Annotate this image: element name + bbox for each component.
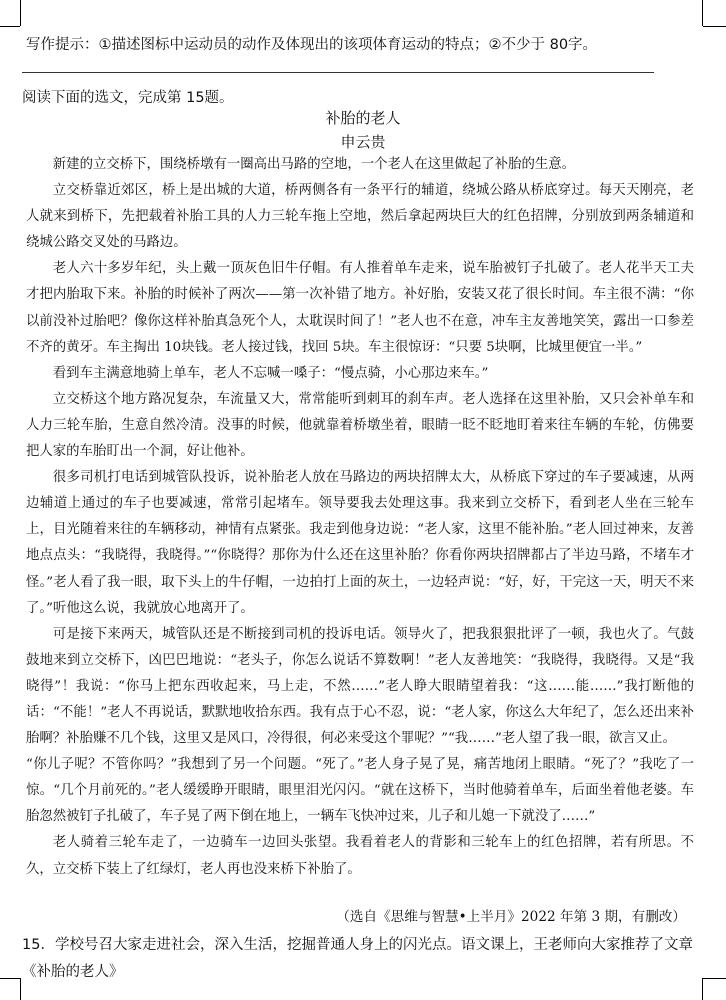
reading-intro: 阅读下面的选文，完成第 15题。 [22,90,234,106]
paragraph: 老人六十多岁年纪，头上戴一顶灰色旧牛仔帽。有人推着单车走来，说车胎被钉子扎破了。老人花半天工夫才把内胎取下来。补胎的时候补了两次——第一次补错了地方。补好胎，安装又花了很长时间。车主很不满：“你以前没补过胎吧？像你这样补胎真急死个人，太耽误时间了！”老人也不在意，冲车主友善地笑笑，露出一口参差不齐的黄牙。车主掏出 10块钱。老人接过钱，找回 5块。车主很惊讶：“只要 5块啊，比城里便宜一半。” [26,261,694,355]
paragraph: 立交桥靠近郊区，桥上是出城的大道，桥两侧各有一条平行的辅道，绕城公路从桥底穿过。每天天刚亮，老人就来到桥下，先把载着补胎工具的人力三轮车拖上空地，然后拿起两块巨大的红色招牌，分别放到两条辅道和绕城公路交叉处的马路边。 [26,183,694,251]
paragraph: 老人骑着三轮车走了，一边骑车一边回头张望。我看着老人的背影和三轮车上的红色招牌，若有所思。不久，立交桥下装上了红绿灯，老人再也没来桥下补胎了。 [26,835,694,877]
paragraph: 新建的立交桥下，围绕桥墩有一圈高出马路的空地，一个老人在这里做起了补胎的生意。 [52,157,576,172]
paragraph: 很多司机打电话到城管队投诉，说补胎老人放在马路边的两块招牌太大，从桥底下穿过的车子要减速，从两边辅道上通过的车子也要减速，常常引起堵车。领导要我去处理这事。我来到立交桥下，看到老人坐在三轮车上，目光随着来往的车辆移动，神情有点紧张。我走到他身边说：“老人家，这里不能补胎。”老人回过神来，友善地点点头：“我晓得，我晓得。”“你晓得？那你为什么还在这里补胎？你看你两块招牌都占了半边马路，不堵车才怪。”老人看了我一眼，取下头上的牛仔帽，一边拍打上面的灰土，一边轻声说：“好，好，干完这一天，明天不来了。”听他这么说，我就放心地离开了。 [26,470,694,616]
writing-hint: 写作提示：①描述图标中运动员的动作及体现出的该项体育运动的特点；②不少于 80字。 [26,37,598,53]
crop-mark [0,26,20,27]
article-body [26,152,694,883]
paragraph: 立交桥这个地方路况复杂，车流量又大，常常能听到刺耳的刹车声。老人选择在这里补胎，又只会补单车和人力三轮车胎，生意自然冷清。没事的时候，他就靠着桥墩坐着，眼睛一眨不眨地盯着来往车辆的车轮，仿佛要把人家的车胎盯出一个洞，好让他补。 [26,391,694,460]
paragraph: 看到车主满意地骑上单车，老人不忘喊一嗓子：“慢点骑，小心那边来车。” [52,365,489,381]
crop-mark [20,0,21,26]
question-15: 15．学校号召大家走进社会，深入生活，挖掘普通人身上的闪光点。语文课上，王老师向大家推荐了文章《补胎的老人》 [22,937,693,980]
crop-mark [703,26,726,27]
crop-mark [702,0,703,26]
paragraph: “你儿子呢？不管你吗？”我想到了另一个问题。“死了。”老人身子晃了晃，痛苦地闭上眼睛。“死了？”我吃了一惊。“几个月前死的。”老人缓缓睁开眼睛，眼里泪光闪闪。“就在这桥下，当时他骑着单车，后面坐着他老婆。车胎忽然被钉子扎破了，车子晃了两下倒在地上，一辆车飞快冲过来，儿子和儿媳一下就没了……” [26,757,694,825]
article-source: （选自《思维与智慧•上半月》2022 年第 3 期，有删改） [336,909,686,925]
crop-mark [703,978,726,979]
divider [22,72,654,73]
paragraph: 可是接下来两天，城管队还是不断接到司机的投诉电话。领导火了，把我狠狠批评了一顿，我也火了。气鼓鼓地来到立交桥下，凶巴巴地说：“老头子，你怎么说话不算数啊！”老人友善地笑：“我晓得，我晓得。又是“我晓得”！我说：“你马上把东西收起来，马上走，不然……”老人睁大眼睛望着我：“这……能……”我打断他的话：“不能！”老人不再说话，默默地收拾东西。我有点于心不忍，说：“老人家，你这么大年纪了，怎么还出来补胎啊？补胎赚不几个钱，这里又是风口，冷得很，何必来受这个罪呢？”“我……”老人望了我一眼，欲言又止。 [26,626,694,747]
article-title: 补胎的老人 [325,109,401,127]
crop-mark [0,978,20,979]
crop-mark [702,978,703,1000]
article-author: 申云贵 [340,133,386,151]
crop-mark [20,978,21,1000]
